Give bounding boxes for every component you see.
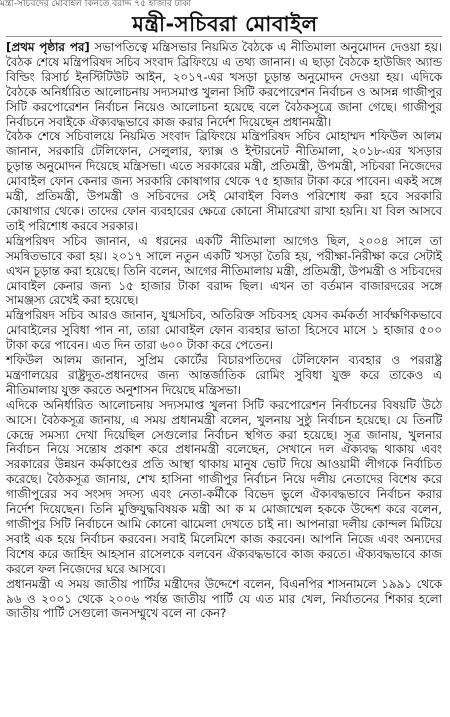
previous-column-fragment: মন্ত্রী-সচিবদের মোবাইল কিনতে বরাদ্দ ৭৫ হাজার টাকা: [0, 0, 192, 6]
headline-divider: [6, 36, 442, 37]
article-paragraph-3: মন্ত্রিপরিষদ সচিব জানান, এ ধরনের একটি নীতিমালা আগেও ছিল, ২০০৪ সালে তা সমন্বিতভাবে করা হয়। ২০১৭ সালে নতুন একটি খসড়া তৈরি হয়, পরীক্ষা-নিরীক্ষা করে সেটাই এখন চূড়ান্ত করা হয়েছে। তিনি বলেন, আগের নীতিমালায় মন্ত্রী, প্রতিমন্ত্রী, উপমন্ত্রী ও সচিবদের মোবাইল কেনার জন্য ১৫ হাজার টাকা বরাদ্দ ছিল। এখন তা বর্তমান বাজারদরের সঙ্গে সামঞ্জস্য রেখেই করা হয়েছে।: [6, 233, 442, 308]
article-paragraph-7: প্রধানমন্ত্রী এ সময় জাতীয় পার্টির মন্ত্রীদের উদ্দেশে বলেন, বিএনপির শাসনামলে ১৯৯১ থেকে ৯৬ ও ২০০১ থেকে ২০০৬ পর্যন্ত জাতীয় পার্টি যে এত মার খেল, নির্যাতনের শিকার হলো জাতীয় পার্টি সেগুলো জনসম্মুখে বলে না কেন?: [6, 576, 442, 621]
article-paragraph-5: শফিউল আলম জানান, সুপ্রিম কোর্টের বিচারপতিদের টেলিফোন ব্যবহার ও পররাষ্ট্র মন্ত্রণালয়ের রাষ্ট্রদূত-প্রধানদের জন্য আন্তর্জাতিক রোমিং সুবিধা যুক্ত করে তাকেও এ নীতিমালায় যুক্ত করতে অনুশাসন দিয়েছে মন্ত্রিসভা।: [6, 353, 442, 397]
article-paragraph-1: [6, 40, 442, 129]
article-paragraph-6: এদিকে অনির্ধারিত আলোচনায় সদ্যসমাপ্ত খুলনা সিটি করপোরেশন নির্বাচনের বিষয়টি উঠে আসে। বৈঠকসূত্র জানায়, এ সময় প্রধানমন্ত্রী বলেন, খুলনায় সুষ্ঠু নির্বাচন হয়েছে। যে তিনটি কেন্দ্রে সমস্যা দেখা দিয়েছিল সেগুলোর নির্বাচন স্থগিত করা হয়েছে। সূত্র জানায়, খুলনার নির্বাচন নিয়ে সন্তোষ প্রকাশ করে প্রধানমন্ত্রী বলেছেন, সেখানে দল ঐক্যবদ্ধ থাকায় এবং সরকারের উন্নয়ন কর্মকাণ্ডের প্রতি আস্থা থাকায় মানুষ ভোট দিয়ে আওয়ামী লীগকে নির্বাচিত করেছে। বৈঠকসূত্র জানায়, শেখ হাসিনা গাজীপুর নির্বাচন নিয়ে দলীয় নেতাদের বিশেষ করে গাজীপুরের সব সংসদ সদস্য এবং নেতা-কর্মীকে বিভেদ ভুলে ঐক্যবদ্ধভাবে নির্বাচন করার নির্দেশ দিয়েছেন। তিনি মুক্তিযুদ্ধবিষয়ক মন্ত্রী আ ক ম মোজাম্মেল হককে উদ্দেশ করে বলেন, গাজীপুর সিটি নির্বাচনে আমি কোনো ঝামেলা দেখতে চাই না। আপনারা দলীয় কোন্দল মিটিয়ে সবাই এক হয়ে নির্বাচন করবেন। সবাই মিলেমিশে কাজ করবেন। আপনি নিজে এবং অন্যদের বিশেষ করে জাহিদ আহসান রাসেলকে বলবেন ঐক্যবদ্ধভাবে কাজ করতে। ঐক্যবদ্ধভাবে কাজ করলে ফল নিজেদের ঘরে আসবে।: [6, 397, 442, 576]
continuation-marker: [প্রথম পৃষ্ঠার পর]: [6, 40, 90, 54]
article-paragraph-2: বৈঠক শেষে সচিবালয়ে নিয়মিত সংবাদ ব্রিফিংয়ে মন্ত্রিপরিষদ সচিব মোহাম্মদ শফিউল আলম জানান, সরকারি টেলিফোন, সেলুলার, ফ্যাক্স ও ইন্টারনেট নীতিমালা, ২০১৮-এর খসড়ার চূড়ান্ত অনুমোদন দিয়েছে মন্ত্রিসভা। এতে সরকারের মন্ত্রী, প্রতিমন্ত্রী, উপমন্ত্রী, সচিবরা নিজেদের মোবাইল ফোন কেনার জন্য সরকারি কোষাগার থেকে ৭৫ হাজার টাকা করে পাবেন। একই সঙ্গে মন্ত্রী, প্রতিমন্ত্রী, উপমন্ত্রী ও সচিবদের সেই মোবাইল বিলও পরিশোধ করা হবে সরকারি কোষাগার থেকে। তাদের ফোন ব্যবহারের ক্ষেত্রে কোনো সীমারেখা রাখা হয়নি। যা বিল আসবে তাই পরিশোধ করবে সরকার।: [6, 129, 442, 233]
article-body: [6, 40, 442, 621]
headline: মন্ত্রী-সচিবরা মোবাইল: [132, 12, 318, 36]
paragraph-text: সভাপতিত্বে মন্ত্রিসভার নিয়মিত বৈঠকে এ নীতিমালা অনুমোদন দেওয়া হয়। বৈঠক শেষে মন্ত্রিপরিষদ সচিব সংবাদ ব্রিফিংয়ে এ তথ্য জানান। এ ছাড়া বৈঠকে হাউজিং অ্যান্ড বিল্ডিং রিসার্চ ইনস্টিটিউট আইন, ২০১৭-এর খসড়া চূড়ান্ত অনুমোদন দেওয়া হয়। এদিকে বৈঠকে অনির্ধারিত আলোচনায় সদ্যসমাপ্ত খুলনা সিটি করপোরেশন নির্বাচন ও আসন্ন গাজীপুর সিটি করপোরেশন নির্বাচন নিয়েও আলোচনা হয়েছে বলে বৈঠকসূত্রে জানা গেছে। গাজীপুর নির্বাচনে সবাইকে ঐক্যবদ্ধভাবে কাজ করার নির্দেশ দিয়েছেন প্রধানমন্ত্রী।: [6, 40, 443, 129]
article-paragraph-4: মন্ত্রিপরিষদ সচিব আরও জানান, যুগ্মসচিব, অতিরিক্ত সচিবসহ যেসব কর্মকর্তা সার্বক্ষণিকভাবে মোবাইলের সুবিধা পান না, তারা মোবাইল ফোন ব্যবহার ভাতা হিসেবে মাসে ১ হাজার ৫০০ টাকা করে পাবেন। এত দিন তারা ৬০০ টাকা করে পেতেন।: [6, 308, 442, 353]
